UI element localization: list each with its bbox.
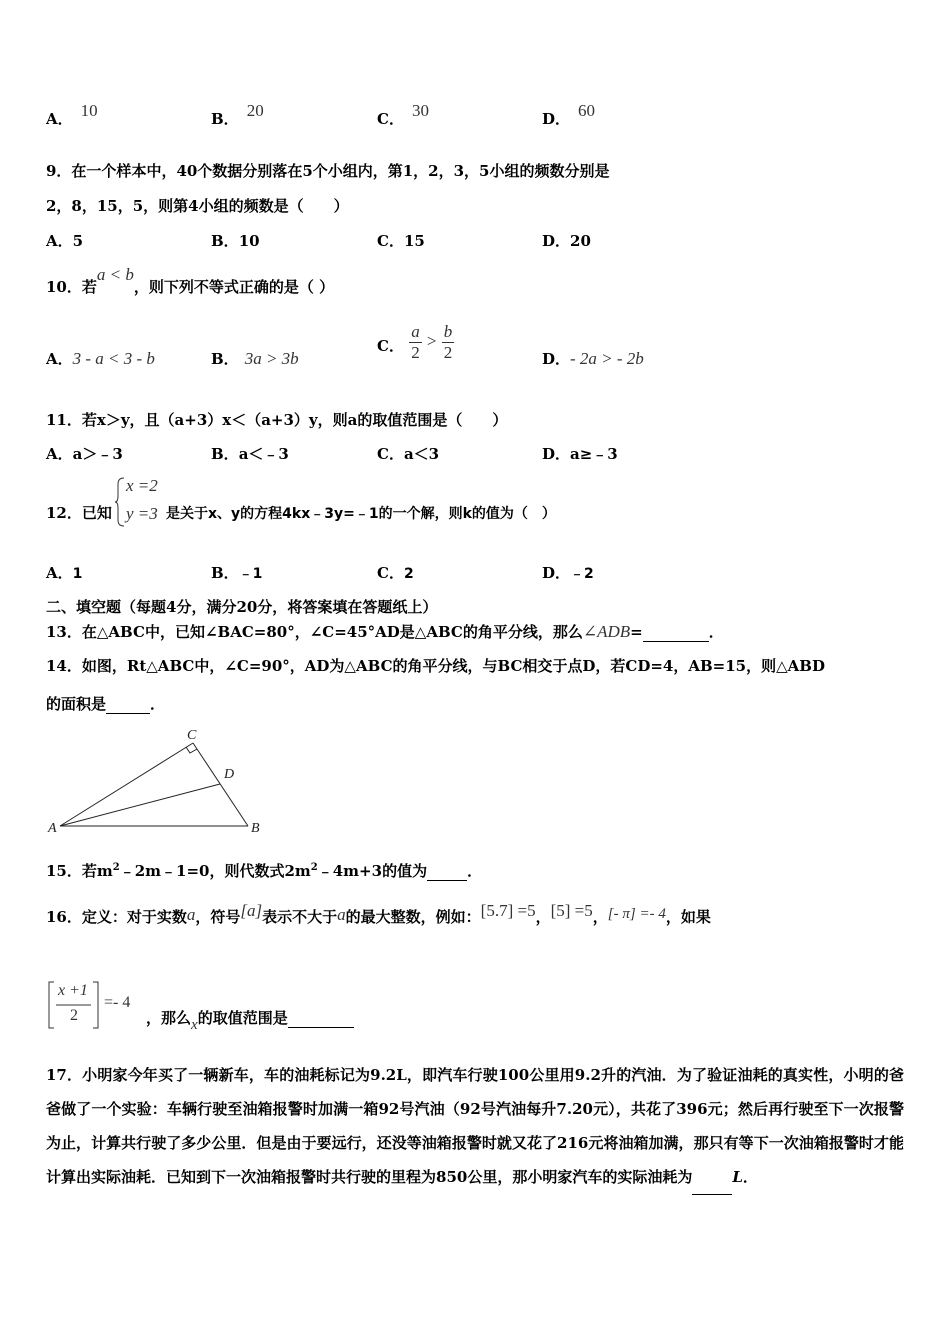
option-label: D． (542, 564, 571, 582)
label-b: B (251, 821, 260, 836)
answer-blank (643, 623, 709, 642)
q12-prefix: 12．已知 (46, 504, 112, 522)
equals-value: =- 4 (104, 994, 131, 1011)
option-label: C． (377, 110, 404, 128)
q9-option-a (46, 230, 83, 251)
fraction-a-over-2 (409, 322, 422, 363)
var-a: a (186, 905, 196, 924)
q16-then: ，那么 (146, 1009, 192, 1027)
q17-end: ． (742, 1168, 758, 1186)
option-value: 20 (246, 101, 264, 120)
answer-blank (427, 862, 467, 881)
option-value: 5 (72, 232, 84, 250)
example-3: [- π] =- 4 (607, 906, 666, 922)
var-a-2: a (337, 905, 346, 924)
bracket-a: [a] (240, 901, 263, 920)
option-label: B． (211, 564, 239, 582)
q16-stem (46, 901, 711, 927)
option-label: B． (211, 232, 239, 250)
q10-prefix: 10．若 (46, 278, 97, 296)
fraction-numerator: b (443, 322, 453, 341)
q16-sep2: ， (592, 908, 608, 926)
q11-option-a (46, 443, 123, 464)
q12-suffix: 是关于x、y的方程4kx﹣3y=﹣1的一个解，则k的值为（ ） (166, 506, 556, 522)
option-value: 60 (578, 101, 596, 120)
option-value: ﹣2 (570, 566, 594, 582)
fraction-denominator: 2 (70, 1007, 78, 1024)
q10-stem (46, 265, 335, 297)
q11-option-b (211, 443, 289, 464)
q9-line1: 9．在一个样本中，40个数据分别落在5个小组内，第1，2，3，5小组的频数分别是 (46, 162, 610, 180)
fraction-denominator: 2 (411, 343, 420, 362)
option-value: a≥﹣3 (570, 445, 618, 463)
q9-option-d (542, 230, 591, 251)
q12-equation-system (114, 476, 166, 528)
q16-prefix: 16．定义：对于实数 (46, 908, 187, 926)
segment-ad (60, 784, 220, 826)
option-value: 10 (80, 101, 98, 120)
q8-option-b (211, 101, 264, 129)
q9-option-c (377, 230, 425, 251)
q13-prefix: 13．在△ABC中，已知∠BAC=80°，∠C=45°AD是△ABC的角平分线，那么 (46, 623, 583, 641)
side-cb (193, 743, 248, 826)
q8-option-a (46, 101, 98, 129)
equation-y: y =3 (126, 504, 158, 523)
q10-condition: a < b (96, 265, 134, 284)
q16-tail (146, 1007, 354, 1033)
q13-suffix: = (630, 623, 643, 641)
option-label: C． (377, 445, 404, 463)
q10-option-d (542, 348, 644, 369)
label-c: C (187, 728, 197, 743)
triangle-figure (40, 724, 280, 840)
q15-text-a: 15．若m (46, 862, 113, 880)
answer-blank (106, 695, 150, 714)
var-x: x (191, 1017, 198, 1033)
example-2: [5] =5 (550, 901, 593, 920)
q13-end: ． (708, 623, 724, 641)
q16-mid2: 表示不大于 (262, 908, 338, 926)
fraction-operator: > (426, 331, 437, 351)
q10-option-b (211, 348, 299, 369)
q8-option-d (542, 101, 596, 129)
option-value: a＜﹣3 (238, 445, 289, 463)
q13-expr: ∠ADB (582, 622, 631, 641)
q15-text-b: ﹣2m﹣1=0，则代数式2m (119, 862, 311, 880)
option-label: D． (542, 110, 571, 128)
option-label: A． (46, 110, 73, 128)
q8-option-c (377, 101, 429, 129)
side-ac (60, 743, 193, 826)
q15-stem (46, 860, 482, 881)
q10-option-c (377, 322, 454, 363)
exponent: 2 (310, 862, 318, 873)
fraction-numerator: a (411, 322, 420, 341)
q12-option-b (211, 562, 262, 583)
left-brace-icon (114, 476, 126, 528)
option-value: a＜3 (403, 445, 440, 463)
option-label: B． (211, 350, 239, 368)
option-label: C． (377, 232, 404, 250)
fraction-denominator: 2 (443, 343, 453, 362)
option-value: 30 (411, 101, 429, 120)
option-label: A． (46, 350, 73, 368)
q15-text-c: ﹣4m+3的值为 (317, 862, 428, 880)
label-d: D (224, 767, 235, 782)
option-value: 1 (72, 566, 83, 582)
q16-range: 的取值范围是 (197, 1009, 288, 1027)
option-value: ﹣1 (238, 566, 263, 582)
q9-line2: 2，8，15，5，则第4小组的频数是（ ） (46, 197, 349, 215)
q14-text: 的面积是 (46, 695, 107, 713)
answer-blank (288, 1009, 354, 1028)
q12-option-c (377, 562, 414, 583)
q16-mid1: ，符号 (195, 908, 241, 926)
option-label: D． (542, 445, 571, 463)
q13-stem (46, 621, 724, 642)
option-label: D． (542, 350, 571, 368)
q17-paragraph (46, 1058, 904, 1195)
option-value: 3a > 3b (244, 349, 299, 368)
q12-option-d (542, 562, 594, 583)
q11-option-d (542, 443, 618, 464)
option-label: C． (377, 336, 404, 355)
option-label: A． (46, 564, 73, 582)
q14-end: ． (150, 695, 166, 713)
fraction-b-over-2 (442, 322, 455, 363)
q16-suffix: ，如果 (665, 908, 711, 926)
q17-unit: L (732, 1168, 743, 1186)
q14-line1: 14．如图，Rt△ABC中，∠C=90°，AD为△ABC的角平分线，与BC相交于点D，若CD=4，AB=15，则△ABD (46, 657, 825, 675)
option-label: D． (542, 232, 571, 250)
q10-option-a (46, 348, 155, 369)
q16-mid3: 的最大整数，例如： (345, 908, 481, 926)
option-label: B． (211, 110, 239, 128)
label-a: A (48, 821, 57, 836)
q10-suffix: ，则下列不等式正确的是（ ） (133, 278, 335, 296)
q11-stem: 11．若x＞y，且（a+3）x＜（a+3）y，则a的取值范围是（ ） (46, 411, 508, 429)
option-value: 3 - a < 3 - b (72, 349, 155, 368)
option-label: B． (211, 445, 239, 463)
q12-option-a (46, 562, 82, 583)
option-value: 10 (238, 232, 260, 250)
exponent: 2 (112, 862, 120, 873)
option-label: A． (46, 445, 73, 463)
q17-text: 17．小明家今年买了一辆新车，车的油耗标记为9.2L，即汽车行驶100公里用9.2升的汽油．为了验证油耗的真实性，小明的爸爸做了一个实验：车辆行驶至油箱报警时加满一箱92号汽油（92号汽油每升7.20元），共花了396元；然后再行驶至下一次报警为止，计算共行驶了多少公里．但是由于要远行，还没等油箱报警时就又花了216元将油箱加满，那只有等下一次油箱报警时才能计算出实际油耗．已知到下一次油箱报警时共行驶的里程为850公里，那小明家汽车的实际油耗为 (46, 1066, 904, 1186)
floor-fraction (46, 980, 146, 1032)
option-value: 20 (570, 232, 591, 250)
fraction-numerator: x +1 (58, 982, 88, 999)
option-value: a＞﹣3 (72, 445, 123, 463)
q16-sep1: ， (535, 908, 551, 926)
option-value: 15 (403, 232, 425, 250)
q9-option-b (211, 230, 260, 251)
section-heading: 二、填空题（每题4分，满分20分，将答案填在答题纸上） (46, 598, 438, 616)
answer-blank (692, 1160, 732, 1195)
example-1: [5.7] =5 (480, 901, 536, 920)
q14-line2 (46, 693, 165, 714)
right-angle-icon (186, 747, 197, 753)
q15-end: ． (467, 862, 483, 880)
option-label: C． (377, 564, 404, 582)
option-value: - 2a > - 2b (570, 349, 644, 368)
equation-x: x =2 (126, 476, 158, 495)
q11-option-c (377, 443, 439, 464)
option-label: A． (46, 232, 73, 250)
option-value: 2 (403, 566, 414, 582)
